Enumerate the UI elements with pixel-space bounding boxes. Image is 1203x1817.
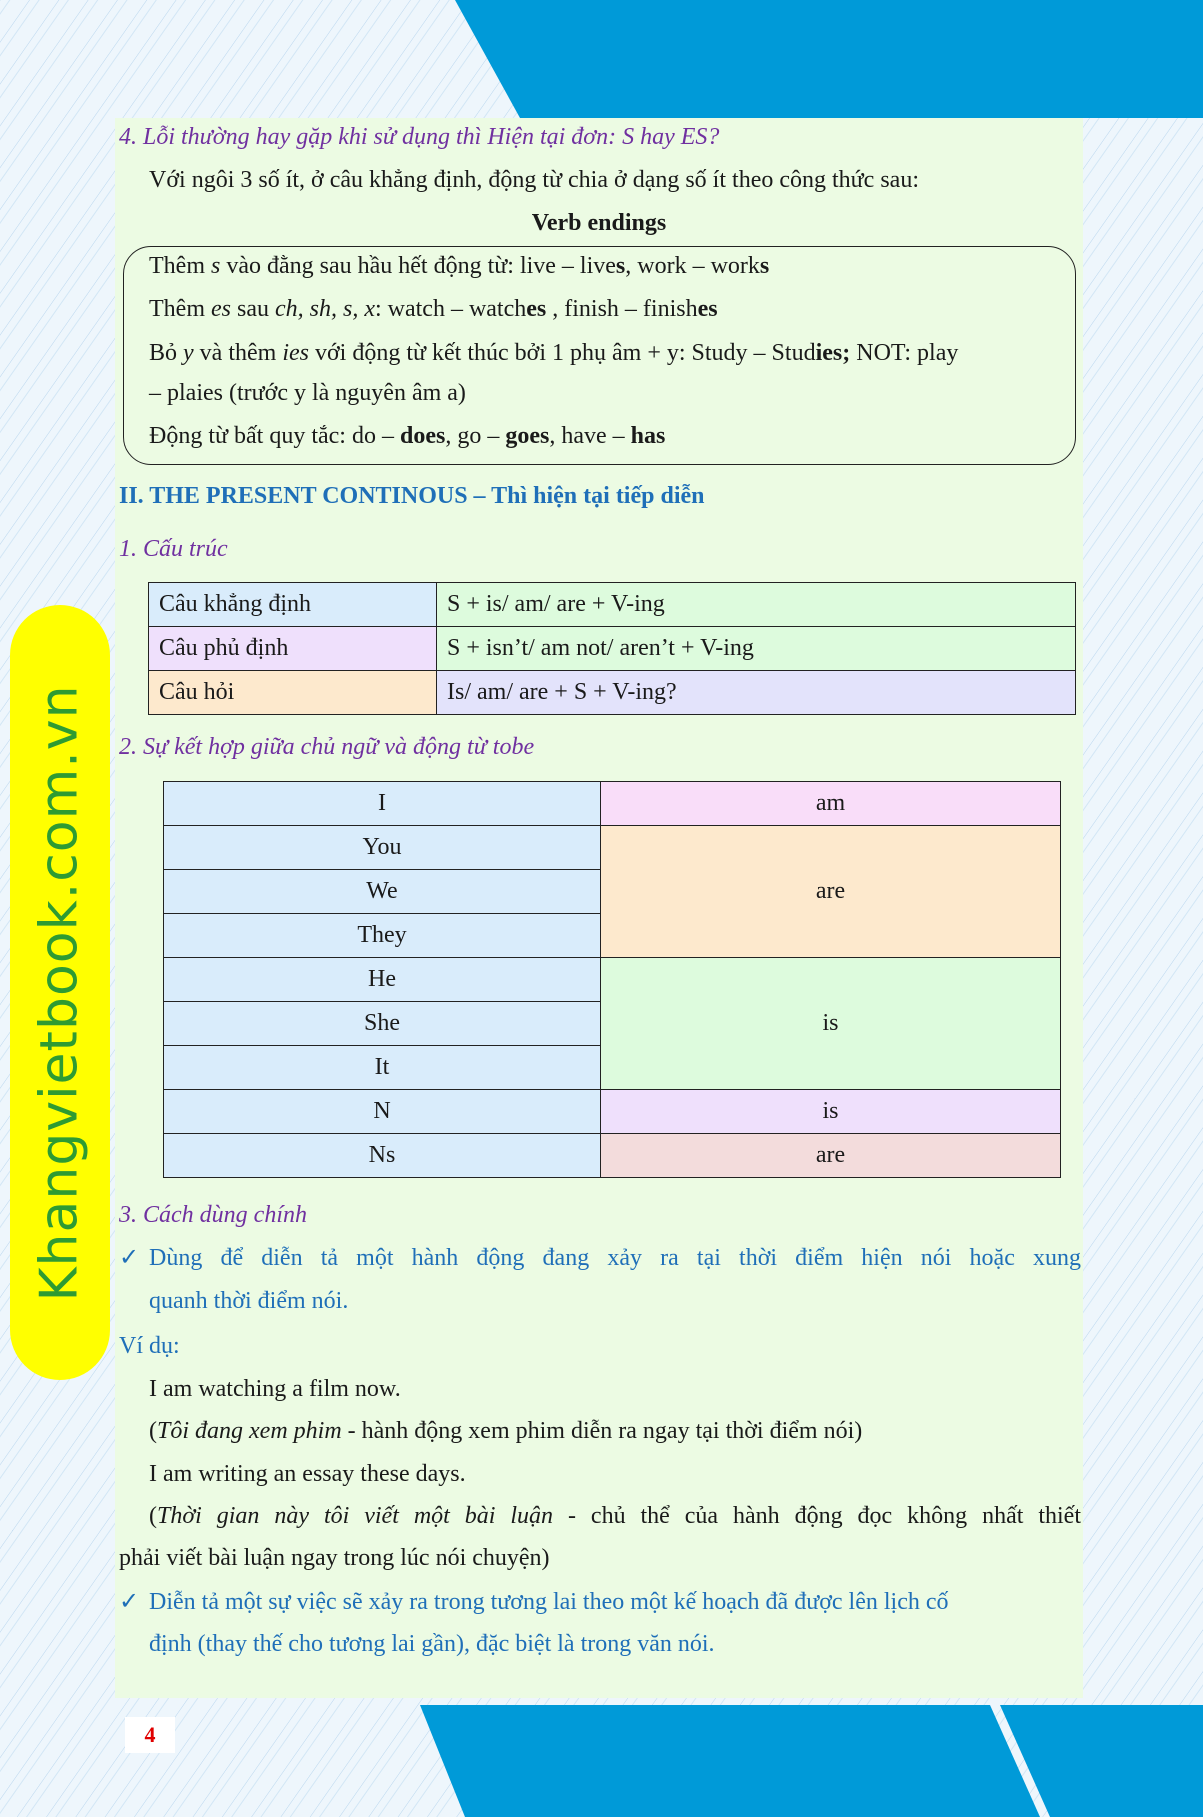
- usage2-line1: Diễn tả một sự việc sẽ xảy ra trong tương lai theo một kế hoạch đã được lên lịch cố: [149, 1589, 949, 1615]
- subject-cell: She: [164, 1002, 601, 1046]
- structure-label: Câu hỏi: [149, 671, 437, 715]
- example-1-note: (Tôi đang xem phim - hành động xem phim diễn ra ngay tại thời điểm nói): [149, 1418, 863, 1444]
- table-row: [164, 826, 1061, 870]
- verb-endings-title: Verb endings: [531, 210, 667, 236]
- subject-cell: I: [164, 782, 601, 826]
- table-row: [149, 583, 1076, 627]
- top-banner: [455, 0, 1203, 118]
- rule-add-es: Thêm es sau ch, sh, s, x: watch – watches , finish – finishes: [149, 296, 718, 322]
- subject-cell: We: [164, 870, 601, 914]
- rule-add-s: Thêm s vào đằng sau hầu hết động từ: live – lives, work – works: [149, 253, 770, 279]
- rule-irregular: Động từ bất quy tắc: do – does, go – goes, have – has: [149, 423, 666, 449]
- usage-heading: 3. Cách dùng chính: [119, 1202, 307, 1228]
- subject-cell: N: [164, 1090, 601, 1134]
- subject-cell: You: [164, 826, 601, 870]
- structure-label: Câu khẳng định: [149, 583, 437, 627]
- table-row: [164, 1134, 1061, 1178]
- structure-formula: Is/ am/ are + S + V-ing?: [437, 671, 1076, 715]
- subject-cell: It: [164, 1046, 601, 1090]
- structure-heading: 1. Cấu trúc: [119, 536, 228, 562]
- example-2-note: (Thời gian này tôi viết một bài luận - chủ thể của hành động đọc không nhất thiết: [149, 1503, 1081, 1529]
- example-2: I am writing an essay these days.: [149, 1461, 466, 1487]
- section4-intro: Với ngôi 3 số ít, ở câu khẳng định, động từ chia ở dạng số ít theo công thức sau:: [149, 167, 919, 193]
- example-label: Ví dụ:: [119, 1333, 180, 1359]
- check-icon: ✓: [119, 1589, 140, 1615]
- verb-cell: is: [601, 958, 1061, 1090]
- verb-cell: are: [601, 1134, 1061, 1178]
- subject-tobe-table: [163, 781, 1061, 1178]
- usage1-line1: Dùng để diễn tả một hành động đang xảy ra tại thời điểm hiện nói hoặc xung: [149, 1245, 1081, 1271]
- structure-formula: S + is/ am/ are + V-ing: [437, 583, 1076, 627]
- example-2-note-cont: phải viết bài luận ngay trong lúc nói chuyện): [119, 1545, 550, 1571]
- table-row: [149, 627, 1076, 671]
- usage2-line2: định (thay thế cho tương lai gần), đặc biệt là trong văn nói.: [149, 1631, 715, 1657]
- rule-ies: Bỏ y và thêm ies với động từ kết thúc bởi 1 phụ âm + y: Study – Studies; NOT: play: [149, 340, 959, 366]
- table-row: [164, 782, 1061, 826]
- section4-heading: 4. Lỗi thường hay gặp khi sử dụng thì Hiện tại đơn: S hay ES?: [119, 124, 720, 150]
- tobe-heading: 2. Sự kết hợp giữa chủ ngữ và động từ tobe: [119, 734, 535, 760]
- usage1-line2: quanh thời điểm nói.: [149, 1288, 349, 1314]
- site-name-text: Khangvietbook.com.vn: [30, 683, 90, 1302]
- structure-table: [148, 582, 1076, 715]
- structure-label: Câu phủ định: [149, 627, 437, 671]
- page-number: 4: [125, 1717, 175, 1753]
- verb-cell: am: [601, 782, 1061, 826]
- verb-cell: are: [601, 826, 1061, 958]
- subject-cell: Ns: [164, 1134, 601, 1178]
- bottom-banner: [420, 1705, 1040, 1817]
- table-row: [164, 958, 1061, 1002]
- subject-cell: They: [164, 914, 601, 958]
- table-row: [149, 671, 1076, 715]
- verb-cell: is: [601, 1090, 1061, 1134]
- table-row: [164, 1090, 1061, 1134]
- example-1: I am watching a film now.: [149, 1376, 401, 1402]
- rule-ies-cont: – plaies (trước y là nguyên âm a): [149, 380, 466, 406]
- site-name-vertical: [10, 605, 110, 1380]
- subject-cell: He: [164, 958, 601, 1002]
- structure-formula: S + isn’t/ am not/ aren’t + V-ing: [437, 627, 1076, 671]
- present-continuous-heading: II. THE PRESENT CONTINOUS – Thì hiện tại tiếp diễn: [119, 483, 705, 509]
- check-icon: ✓: [119, 1245, 140, 1271]
